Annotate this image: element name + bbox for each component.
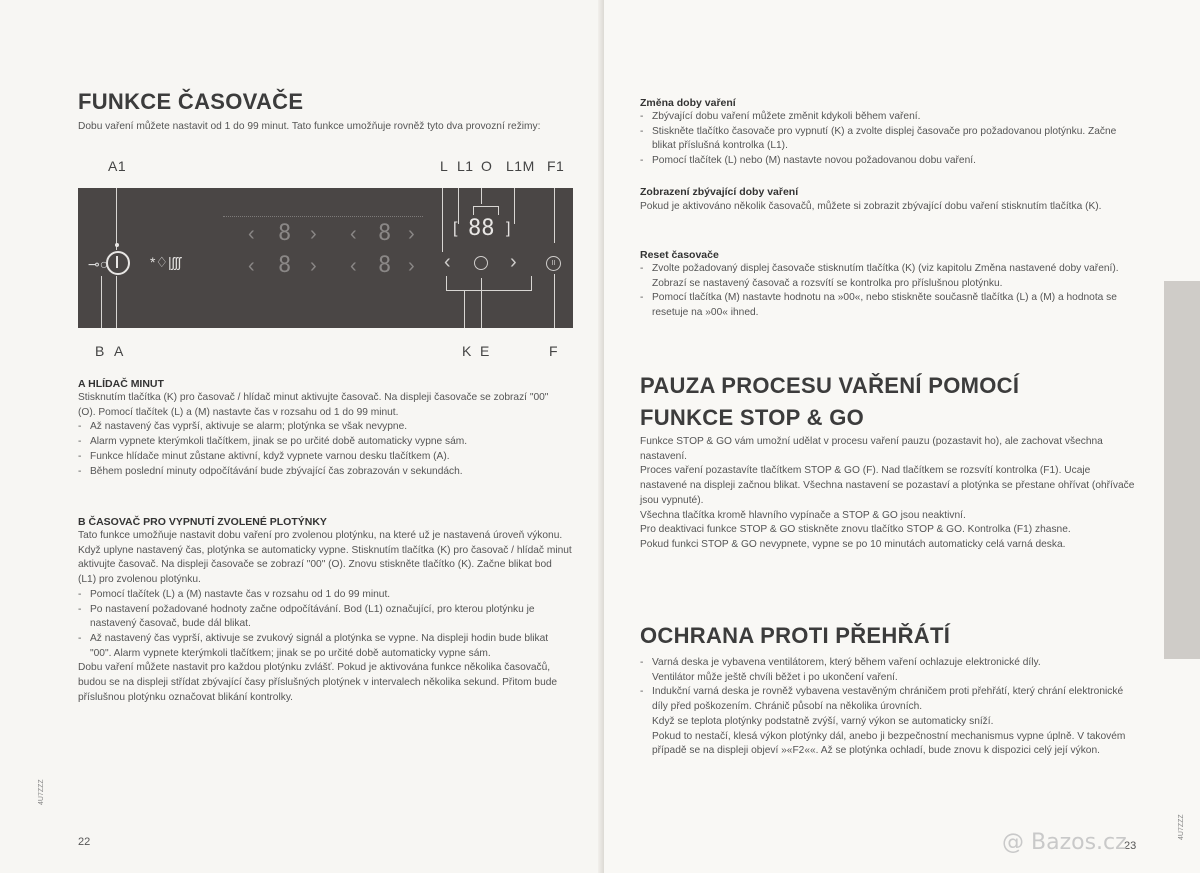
overheat-list xyxy=(640,656,1140,759)
timer-minus-icon: ‹ xyxy=(444,251,451,273)
minute-minder-text: Stisknutím tlačítka (K) pro časovač / hlídač minut aktivujte časovač. Na displeji časovače se zobrazí "00" (O). Pomocí tlačítek (L) a (M) nastavte čas v rozsahu od 1 do 99 minut. xyxy=(78,392,549,418)
right-page xyxy=(604,0,1200,873)
change-time-body xyxy=(640,110,1140,169)
power-button-icon xyxy=(106,251,130,275)
pointer-line-o xyxy=(481,188,482,204)
label-b: B xyxy=(95,343,105,359)
zone1-display: 8 xyxy=(278,221,292,246)
list-item: - Po nastavení požadované hodnoty začne odpočítávání. Bod (L1) označující, pro kterou plotýnku je nastavený časovač, bude dál blikat. xyxy=(78,603,572,632)
key-lock-icon: ⊸○ xyxy=(88,256,109,272)
list-item xyxy=(640,656,1140,685)
pointer-line-e xyxy=(481,278,482,328)
pointer-line-a1 xyxy=(116,188,117,250)
zone4-display: 8 xyxy=(378,253,392,278)
page-number-left: 22 xyxy=(78,836,91,848)
list-item: - Alarm vypnete kterýmkoli tlačítkem, jinak se po určité době automaticky vypne sám. xyxy=(78,435,560,450)
overheat-body xyxy=(640,656,1140,759)
zone4-minus-icon: ‹ xyxy=(350,255,357,277)
list-item: - Pomocí tlačítek (L) a (M) nastavte čas v rozsahu od 1 do 99 minut. xyxy=(78,588,572,603)
reset-timer-list xyxy=(640,262,1140,321)
heading-remaining-time: Zobrazení zbývající doby vaření xyxy=(640,186,799,198)
section-title-timer: FUNKCE ČASOVAČE xyxy=(78,89,304,114)
pointer-line-k xyxy=(464,290,465,328)
zone2-display: 8 xyxy=(378,221,392,246)
label-a1: A1 xyxy=(108,158,127,174)
zone1-plus-icon: › xyxy=(310,223,317,245)
list-item: - Až nastavený čas vyprší, aktivuje se alarm; plotýnka se však nevypne. xyxy=(78,420,560,435)
page-edge-tab xyxy=(1164,281,1200,659)
overheat-item-text: Ventilátor může ještě chvíli běžet i po ukončení vaření. xyxy=(652,671,898,683)
zone-timer-text: Tato funkce umožňuje nastavit dobu vaření pro zvolenou plotýnku, na které už je nastavená úroveň výkonu. Když uplyne nastavený čas, plotýnka se automaticky vypne. Stisknutím tlačítka (K) pro časovač / hlídač minut aktivujte časovač. Na displeji časovače se zobrazí "00" (O). Znovu stiskněte tlačítko (K). Začne blikat bod (L1) pro zvolenou plotýnku. xyxy=(78,530,572,586)
label-l: L xyxy=(440,158,449,174)
remaining-time-text: Pokud je aktivováno několik časovačů, můžete si zobrazit zbývající dobu vaření stisknutím tlačítka (K). xyxy=(640,201,1102,212)
section-title-overheat: OCHRANA PROTI PŘEHŘÁTÍ xyxy=(640,623,951,648)
pointer-line-b xyxy=(101,276,102,328)
list-item: - Zvolte požadovaný displej časovače stisknutím tlačítka (K) (viz kapitolu Změna nastavené doby vaření). Zobrazí se nastavený časovač a rozsvítí se kontrolka pro příslušnou plotýnku. xyxy=(640,262,1140,291)
timer-clock-icon xyxy=(474,256,488,270)
list-item: - Až nastavený čas vyprší, aktivuje se zvukový signál a plotýnka se vypne. Na displeji hodin bude blikat "00". Alarm vypnete kterýmkoli tlačítkem; jinak se po určité době automaticky vypne sám. xyxy=(78,632,572,661)
stop-go-paragraph: Pro deaktivaci funkce STOP & GO stiskněte znovu tlačítko STOP & GO. Kontrolka (F1) zhasne. xyxy=(640,524,1071,536)
minute-minder-body xyxy=(78,391,560,479)
stop-go-paragraph: Proces vaření pozastavíte tlačítkem STOP & GO (F). Nad tlačítkem se rozsvítí kontrolka (F1). Ucaje nastavené na displeji začnou blikat. Všechna nastavení se pozastaví a plotýnka se přestane ohřívat (ohřívače jsou vypnuté). xyxy=(640,465,1135,506)
zone-timer-list xyxy=(78,588,572,662)
minute-minder-list xyxy=(78,420,560,479)
heading-minute-minder: A HLÍDAČ MINUT xyxy=(78,378,164,390)
stop-go-paragraph: Pokud funkci STOP & GO nevypnete, vypne se po 10 minutách automaticky celá varná deska. xyxy=(640,538,1066,550)
overheat-item-text: - Indukční varná deska je rovněž vybavena vestavěným chráničem proti přehřátí, který chrání elektronické díly před poškozením. Chránič působí na několika úrovních. xyxy=(640,685,1140,714)
label-f: F xyxy=(549,343,559,359)
pointer-line-a xyxy=(116,276,117,328)
heading-reset-timer: Reset časovače xyxy=(640,249,719,261)
label-f1: F1 xyxy=(547,158,565,174)
stop-go-icon: II xyxy=(546,256,561,271)
overheat-item-text: - Varná deska je vybavena ventilátorem, který během vaření ochlazuje elektronické díly. xyxy=(640,656,1140,671)
dotted-guide-row1 xyxy=(223,216,423,217)
function-icons: *♢|ʃʃʃ xyxy=(150,254,181,270)
list-item: - Během poslední minuty odpočítávání bude zbývající čas zobrazován v sekundách. xyxy=(78,465,560,480)
heading-change-time: Změna doby vaření xyxy=(640,97,736,109)
label-e: E xyxy=(480,343,490,359)
list-item: - Pomocí tlačítka (M) nastavte hodnotu na »00«, nebo stiskněte současně tlačítka (L) a (M) a hodnota se resetuje na »00« ihned. xyxy=(640,291,1140,320)
label-l1m: L1M xyxy=(506,158,535,174)
pointer-line-l1 xyxy=(458,188,459,224)
stop-go-paragraph: Všechna tlačítka kromě hlavního vypínače a STOP & GO jsou neaktivní. xyxy=(640,509,966,521)
bracket-o xyxy=(473,206,499,215)
pointer-line-l xyxy=(442,188,443,252)
label-l1: L1 xyxy=(457,158,474,174)
watermark: @ Bazos.cz xyxy=(1002,830,1127,855)
timer-bracket-left: [ xyxy=(453,220,458,237)
zone-timer-text-2: Dobu vaření můžete nastavit pro každou plotýnku zvlášť. Pokud je aktivována funkce několika časovačů, budou se na displeji střídat zbývající časy příslušných plotýnek v intervalech několika sekund. Přitom bude příslušnou plotýnku označovat blikání kontrolky. xyxy=(78,662,558,703)
label-a: A xyxy=(114,343,124,359)
change-time-list xyxy=(640,110,1140,169)
side-code-right: 4U7ZZZ xyxy=(1178,814,1185,840)
section-title-stop-go-1: PAUZA PROCESU VAŘENÍ POMOCÍ xyxy=(640,373,1020,398)
stop-go-paragraph: Funkce STOP & GO vám umožní udělat v procesu vaření pauzu (pozastavit ho), ale zachovat všechna nastavení. xyxy=(640,436,1103,462)
pointer-line-f xyxy=(554,274,555,328)
heading-zone-timer: B ČASOVAČ PRO VYPNUTÍ ZVOLENÉ PLOTÝNKY xyxy=(78,516,327,528)
overheat-item-text: Když se teplota plotýnky podstatně zvýší, varný výkon se automaticky sníží. xyxy=(652,715,994,727)
timer-bracket-right: ] xyxy=(506,220,511,237)
zone2-minus-icon: ‹ xyxy=(350,223,357,245)
stop-go-body xyxy=(640,435,1140,553)
zone3-minus-icon: ‹ xyxy=(248,255,255,277)
zone-timer-body xyxy=(78,529,572,705)
zone4-plus-icon: › xyxy=(408,255,415,277)
power-indicator-dot xyxy=(115,243,119,247)
overheat-item-text: Pokud to nestačí, klesá výkon plotýnky dál, anebo ji bezpečnostní mechanismus vypne úplně. V takovém případě se na displeji objeví »«F2««. Až se plotýnka ochladí, bude znovu k dispozici celý její výkon. xyxy=(652,730,1126,757)
page-number-right: 23 xyxy=(1124,840,1137,852)
side-code-left: 4U7ZZZ xyxy=(38,779,45,805)
zone3-display: 8 xyxy=(278,253,292,278)
zone1-minus-icon: ‹ xyxy=(248,223,255,245)
bracket-k xyxy=(446,276,532,291)
timer-plus-icon: › xyxy=(510,251,517,273)
timer-display: 88 xyxy=(468,216,495,241)
list-item: - Pomocí tlačítek (L) nebo (M) nastavte novou požadovanou dobu vaření. xyxy=(640,154,1140,169)
list-item: - Stiskněte tlačítko časovače pro vypnutí (K) a zvolte displej časovače pro požadovanou plotýnku. Začne blikat příslušná kontrolka (L1). xyxy=(640,125,1140,154)
label-o: O xyxy=(481,158,493,174)
pointer-line-l1m xyxy=(514,188,515,224)
list-item xyxy=(640,685,1140,759)
intro-text: Dobu vaření můžete nastavit od 1 do 99 minut. Tato funkce umožňuje rovněž tyto dva provozní režimy: xyxy=(78,121,541,132)
label-k: K xyxy=(462,343,472,359)
list-item: - Zbývající dobu vaření můžete změnit kdykoli během vaření. xyxy=(640,110,1140,125)
zone2-plus-icon: › xyxy=(408,223,415,245)
reset-timer-body xyxy=(640,262,1140,321)
section-title-stop-go-2: FUNKCE STOP & GO xyxy=(640,405,865,430)
list-item: - Funkce hlídače minut zůstane aktivní, když vypnete varnou desku tlačítkem (A). xyxy=(78,450,560,465)
zone3-plus-icon: › xyxy=(310,255,317,277)
control-panel-diagram xyxy=(78,188,573,328)
pointer-line-f1 xyxy=(554,188,555,243)
